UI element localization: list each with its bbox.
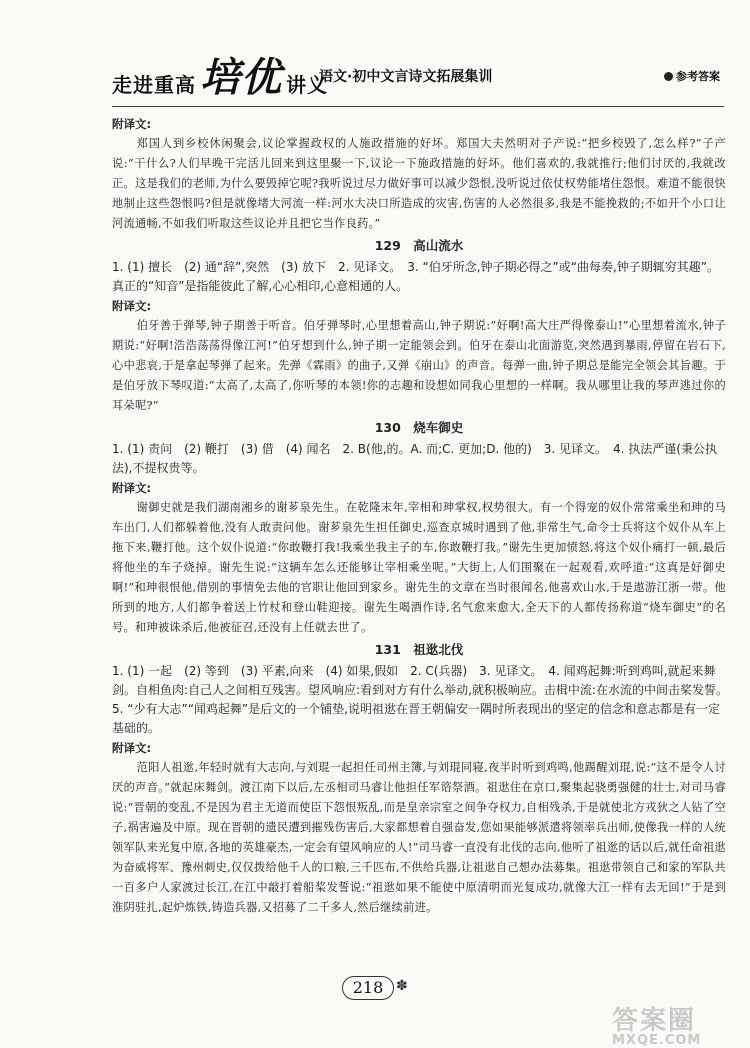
page-content	[112, 114, 734, 918]
series-title-a: 走进重高	[112, 73, 196, 97]
subject-title: 语文·初中文言诗文拓展集训	[319, 69, 493, 85]
translation-130: 谢御史就是我们湖南湘乡的谢芗泉先生。在乾隆末年,宰相和珅掌权,权势很大。有一个得宠的奴仆常常乘坐和珅的马车出门,人们都躲着他,没有人敢责问他。谢芗泉先生担任御史,巡查京城时遇到了他,非常生气,命令士兵将这个奴仆从车上拖下来,鞭打他。这个奴仆说道:“你敢鞭打我!我乘坐我主子的车,你敢鞭打我。”谢先生更加愤怒,将这个奴仆痛打一顿,最后将他坐的车子烧掉。谢先生说:“这辆车怎么还能够让宰相乘坐呢。”大街上,人们围聚在一起观看,欢呼道:“这真是好御史啊!”和珅很恨他,借别的事情免去他的官职让他回到家乡。谢先生的文章在当时很闻名,他喜欢山水,于是遨游江浙一带。他所到的地方,人们都争着送上竹杖和登山鞋迎接。谢先生喝酒作诗,名气愈来愈大,全天下的人都传扬称道“烧车御史”的名号。和珅被诛杀后,他被征召,还没有上任就去世了。	[112, 501, 726, 634]
page-header	[112, 48, 724, 107]
section-title-130: 130 烧车御史	[374, 420, 464, 435]
translation-129: 伯牙善于弹琴,钟子期善于听音。伯牙弹琴时,心里想着高山,钟子期说:“好啊!高大庄严得像泰山!”心里想着流水,钟子期说:“好啊!浩浩荡荡得像江河!”伯牙想到什么,钟子期一定能领会到。伯牙在泰山北面游览,突然遇到暴雨,停留在岩石下,心中悲哀,于是拿起琴弹了起来。先弹《霖雨》的曲子,又弹《崩山》的声音。每弹一曲,钟子期总是能完全领会其旨趣。于是伯牙放下琴叹道:“太高了,太高了,你听琴的本领!你的志趣和设想如同我心里想的一样啊。我从哪里让我的琴声逃过你的耳朵呢?”	[112, 319, 726, 412]
translation-131: 范阳人祖逖,年轻时就有大志向,与刘琨一起担任司州主簿,与刘琨同寝,夜半时听到鸡鸣,他踢醒刘琨,说:“这不是令人讨厌的声音。”就起床舞剑。渡江南下以后,左丞相司马睿让他担任军谘祭酒。祖逖住在京口,聚集起骁勇强健的壮士,对司马睿说:“晋朝的变乱,不是因为君主无道而使臣下怨恨叛乱,而是皇亲宗室之间争夺权力,自相残杀,于是就使北方戎狄之人钻了空子,祸害遍及中原。现在晋朝的遗民遭到摧残伤害后,大家都想着自强奋发,您如果能够派遣将领率兵出师,使像我一样的人统领军队来光复中原,各地的英雄豪杰,一定会有望风响应的人!”司马睿一直没有北伐的志向,他听了祖逖的话以后,就任命祖逖为奋威将军、豫州刺史,仅仅拨给他千人的口粮,三千匹布,不供给兵器,让祖逖自己想办法募集。祖逖带领自己和家的军队共一百多户人家渡过长江,在江中敲打着船桨发誓说:“祖逖如果不能使中原清明而光复成功,就像大江一样有去无回!”于是到淮阴驻扎,起炉炼铁,铸造兵器,又招募了二千多人,然后继续前进。	[112, 761, 726, 914]
page-footer	[330, 970, 420, 1006]
section-title-131: 131 祖逖北伐	[374, 642, 464, 657]
translation-label-131: 附译文:	[112, 741, 152, 755]
translation-128: 郑国人到乡校休闲聚会,议论掌握政权的人施政措施的好坏。郑国大夫然明对子产说:“把乡校毁了,怎么样?”子产说:“干什么?人们早晚干完活儿回来到这里聚一下,议论一下施政措施的好坏。他们喜欢的,我就推行;他们讨厌的,我就改正。这是我们的老师,为什么要毁掉它呢?我听说过尽力做好事可以减少怨恨,没听说过依仗权势能堵住怨恨。难道不能很快地制止这些怨恨吗?但是就像堵大河流一样:河水大决口所造成的灾害,伤害的人必然很多,我是不能挽救的;不如开个小口让河流通畅,不如我们听取这些议论并且把它当作良药。”	[112, 137, 726, 230]
translation-label-129: 附译文:	[112, 299, 152, 313]
answers-129: 1. (1) 擅长 (2) 通“辞”,突然 (3) 放下 2. 见译文。 3. “伯牙所念,钟子期必得之”或“曲每奏,钟子期辄穷其趣”。真正的“知音”是指能彼此了解,心心相印,心意相通的人。	[112, 260, 719, 293]
answer-tag-label: 参考答案	[676, 70, 720, 83]
section-title-129: 129 高山流水	[374, 238, 464, 253]
page-number: 218	[342, 976, 394, 1000]
answer-tag	[664, 68, 720, 84]
watermark	[612, 1000, 701, 1048]
translation-label-128: 附译文:	[112, 117, 152, 131]
watermark-logo: 答案圈	[612, 1006, 697, 1036]
series-title-big: 培优	[200, 54, 282, 101]
translation-label-130: 附译文:	[112, 481, 152, 495]
series-title-b: 讲义	[286, 73, 328, 97]
answers-131: 1. (1) 一起 (2) 等到 (3) 平素,向来 (4) 如果,假如 2. C(兵器) 3. 见译文。 4. 闻鸡起舞:听到鸡叫,就起来舞剑。自相鱼肉:自己人之间相互残害。望风响应:看到对方有什么举动,就积极响应。击楫中流:在水流的中间击桨发誓。 5. “少有大志”“闻鸡起舞”是后文的一个铺垫,说明祖逖在晋王朝偏安一隅时所表现出的坚定的信念和意志都是有一定基础的。	[112, 664, 734, 735]
bullet-icon	[664, 72, 673, 81]
answers-130: 1. (1) 责问 (2) 鞭打 (3) 借 (4) 闻名 2. B(他,的。A. 而;C. 更加;D. 他的) 3. 见译文。 4. 执法严谨(秉公执法),不提权贵等。	[112, 442, 717, 475]
watermark-url: MXQE.COM	[612, 1033, 702, 1048]
ornament-icon: ✽	[396, 978, 408, 994]
series-title	[112, 54, 328, 103]
